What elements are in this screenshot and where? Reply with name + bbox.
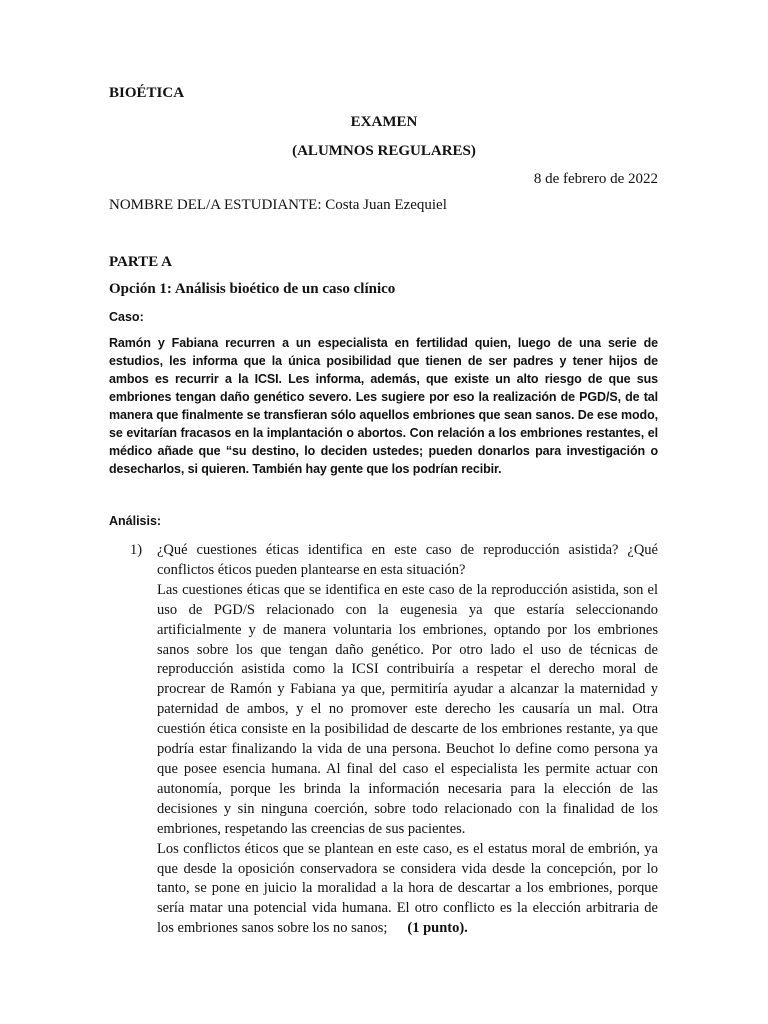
question-number: 1): [130, 542, 143, 558]
answer-paragraph-1: Las cuestiones éticas que se identifica en este caso de la reproducción asistida, son el uso de PGD/S relacionado con la eugenesia ya que estaría seleccionando artificialmente y de manera voluntaria los embriones, optando por los embriones sanos sobre los que tengan daño genético. Por otro lado el uso de técnicas de reproducción asistida como la ICSI contribuiría a respetar el derecho moral de procrear de Ramón y Fabiana ya que, permitiría ayudar a alcanzar la maternidad y paternidad de ambos, y el no promover este derecho les causaría un mal. Otra cuestión ética consiste en la posibilidad de descarte de los embriones restante, ya que podría estar finalizando la vida de una persona. Beuchot lo define como persona ya que posee esencia humana. Al final del caso el especialista les permite actuar con autonomía, porque les brinda la información necesaria para la elección de las decisiones y sin ninguna coerción, sobre todo relacionado con la finalidad de los embriones, respetando las creencias de sus pacientes.: [157, 581, 658, 837]
question-block: [157, 541, 658, 939]
part-title: PARTE A: [109, 254, 172, 270]
option-title: Opción 1: Análisis bioético de un caso clínico: [109, 281, 396, 297]
case-label: Caso:: [109, 310, 144, 324]
answer-paragraph-2: [157, 840, 658, 940]
student-name: Costa Juan Ezequiel: [325, 197, 447, 213]
exam-group: (ALUMNOS REGULARES): [292, 143, 476, 159]
exam-title: EXAMEN: [350, 114, 418, 130]
subject-heading: BIOÉTICA: [109, 85, 185, 101]
question-text: ¿Qué cuestiones éticas identifica en este caso de reproducción asistida? ¿Qué conflictos éticos pueden plantearse en esta situación?: [157, 542, 658, 578]
analysis-label: Análisis:: [109, 514, 162, 528]
case-text: Ramón y Fabiana recurren a un especialista en fertilidad quien, luego de una serie de estudios, les informa que la única posibilidad que tienen de ser padres y tener hijos de ambos es recurrir a la ICSI. Les informa, además, que existe un alto riesgo de que sus embriones tengan daño genético severo. Les sugiere por eso la realización de PGD/S, de tal manera que finalmente se transfieran sólo aquellos embriones que sean sanos. De ese modo, se evitarían fracasos en la implantación o abortos. Con relación a los embriones restantes, el médico añade que “su destino, lo deciden ustedes; pueden donarlos para investigación o desecharlos, si quieren. También hay gente que los podrían recibir.: [109, 336, 658, 476]
student-line: [109, 197, 447, 214]
score-label: (1 punto).: [407, 920, 468, 937]
student-label: NOMBRE DEL/A ESTUDIANTE:: [109, 197, 322, 213]
answer-paragraph-2-text: Los conflictos éticos que se plantean en este caso, es el estatus moral de embrión, ya que desde la oposición conservadora se considera vida desde la concepción, por lo tanto, se pone en juicio la moralidad a la hora de descartar a los embriones, porque sería matar una potencial vida humana. El otro conflicto es la elección arbitraria de los embriones sanos sobre los no sanos;: [157, 840, 658, 937]
exam-date: 8 de febrero de 2022: [533, 171, 658, 187]
